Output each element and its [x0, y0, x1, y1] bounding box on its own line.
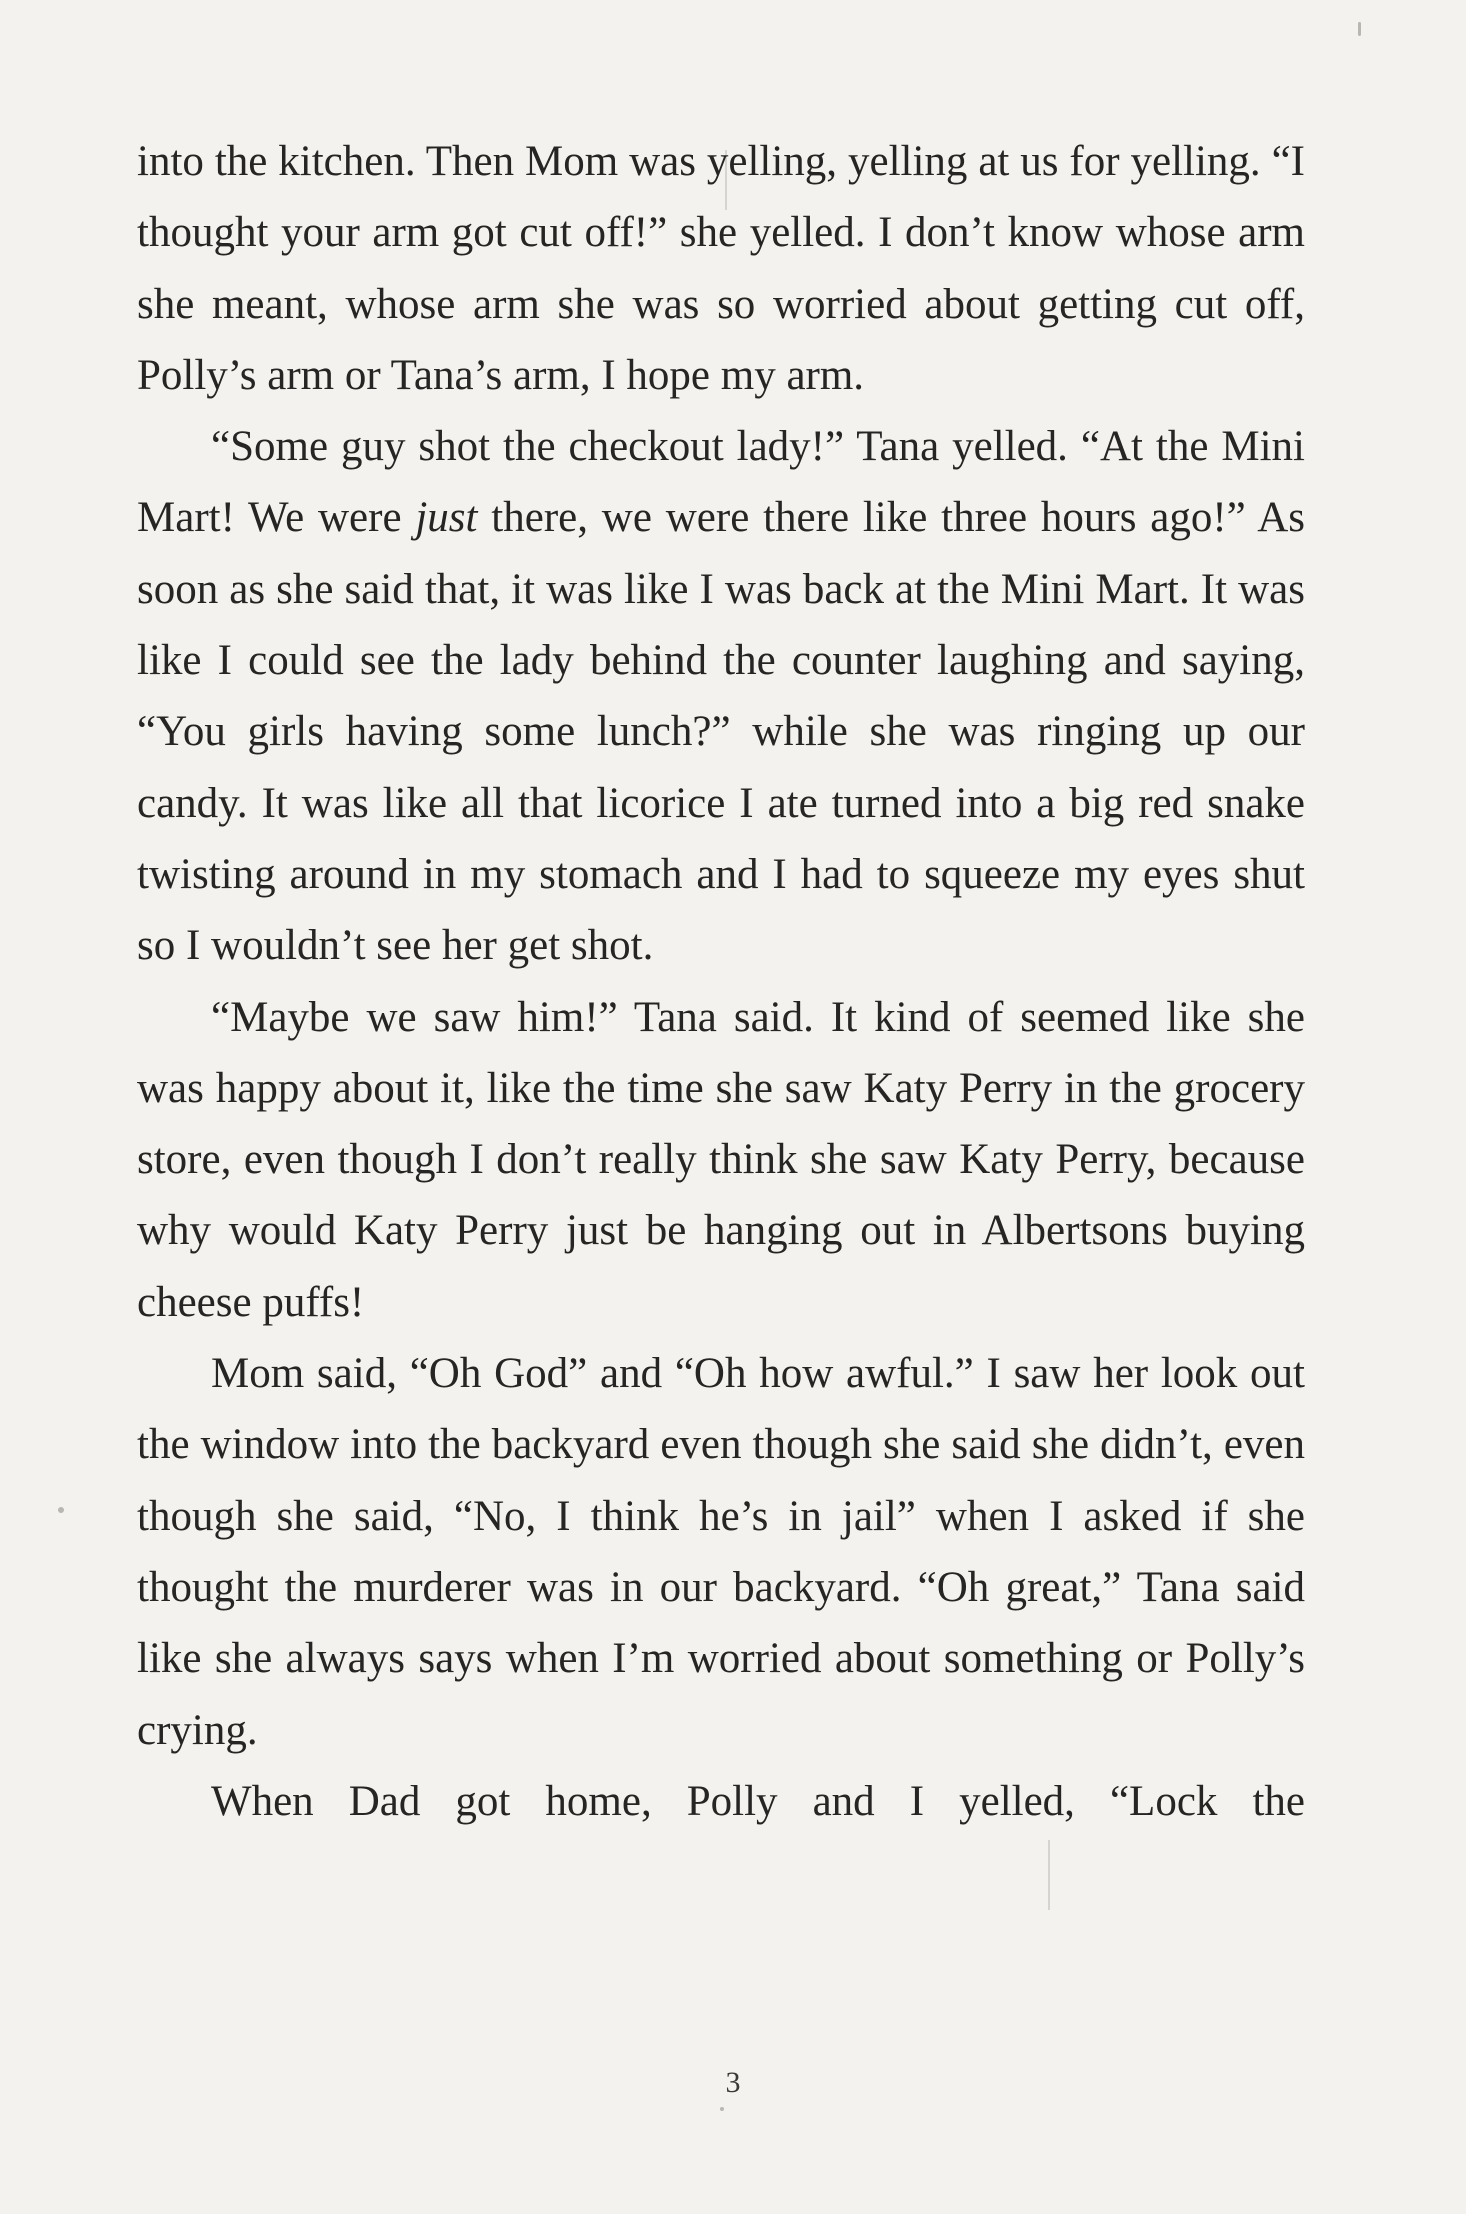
paragraph-2 [137, 411, 1305, 981]
paragraph-3 [137, 982, 1305, 1338]
paragraph-2-text-b: there, we were there like three hours ago!” As soon as she said that, it was like I was back at the Mini Mart. It was like I could see the lady behind the counter laughing and saying, “You girls having some lunch?” while she was ringing up our candy. It was like all that licorice I ate turned into a big red snake twisting around in my stomach and I had to squeeze my eyes shut so I wouldn’t see her get shot. [137, 494, 1305, 970]
paragraph-1 [137, 126, 1305, 411]
paragraph-2-emphasis: just [415, 494, 478, 542]
body-text [137, 126, 1305, 1837]
paragraph-4-text: Mom said, “Oh God” and “Oh how awful.” I saw her look out the window into the backyard even though she said she didn’t, even though she said, “No, I think he’s in jail” when I asked if she thought the murderer was in our backyard. “Oh great,” Tana said like she always says when I’m worried about something or Polly’s crying. [137, 1350, 1305, 1754]
paragraph-4 [137, 1338, 1305, 1766]
scan-speck [720, 2107, 724, 2111]
paragraph-1-text: into the kitchen. Then Mom was yelling, yelling at us for yelling. “I thought your arm got cut off!” she yelled. I don’t know whose arm she meant, whose arm she was so worried about getting cut off, Polly’s arm or Tana’s arm, I hope my arm. [137, 138, 1305, 399]
page-number: 3 [725, 2066, 741, 2099]
paragraph-5 [137, 1766, 1305, 1837]
paragraph-5-text: When Dad got home, Polly and I yelled, “Lock the [211, 1777, 1305, 1825]
paragraph-2-text-a: “Some guy shot the checkout lady!” Tana yelled. “At the Mini Mart! We were [137, 423, 1305, 542]
paragraph-3-text: “Maybe we saw him!” Tana said. It kind of seemed like she was happy about it, like the time she saw Katy Perry in the grocery store, even though I don’t really think she saw Katy Perry, because why would Katy Perry just be hanging out in Albertsons buying cheese puffs! [137, 993, 1305, 1326]
scan-speck [1358, 22, 1361, 36]
scan-artifact-line [1048, 1840, 1050, 1910]
scan-speck [58, 1507, 64, 1513]
